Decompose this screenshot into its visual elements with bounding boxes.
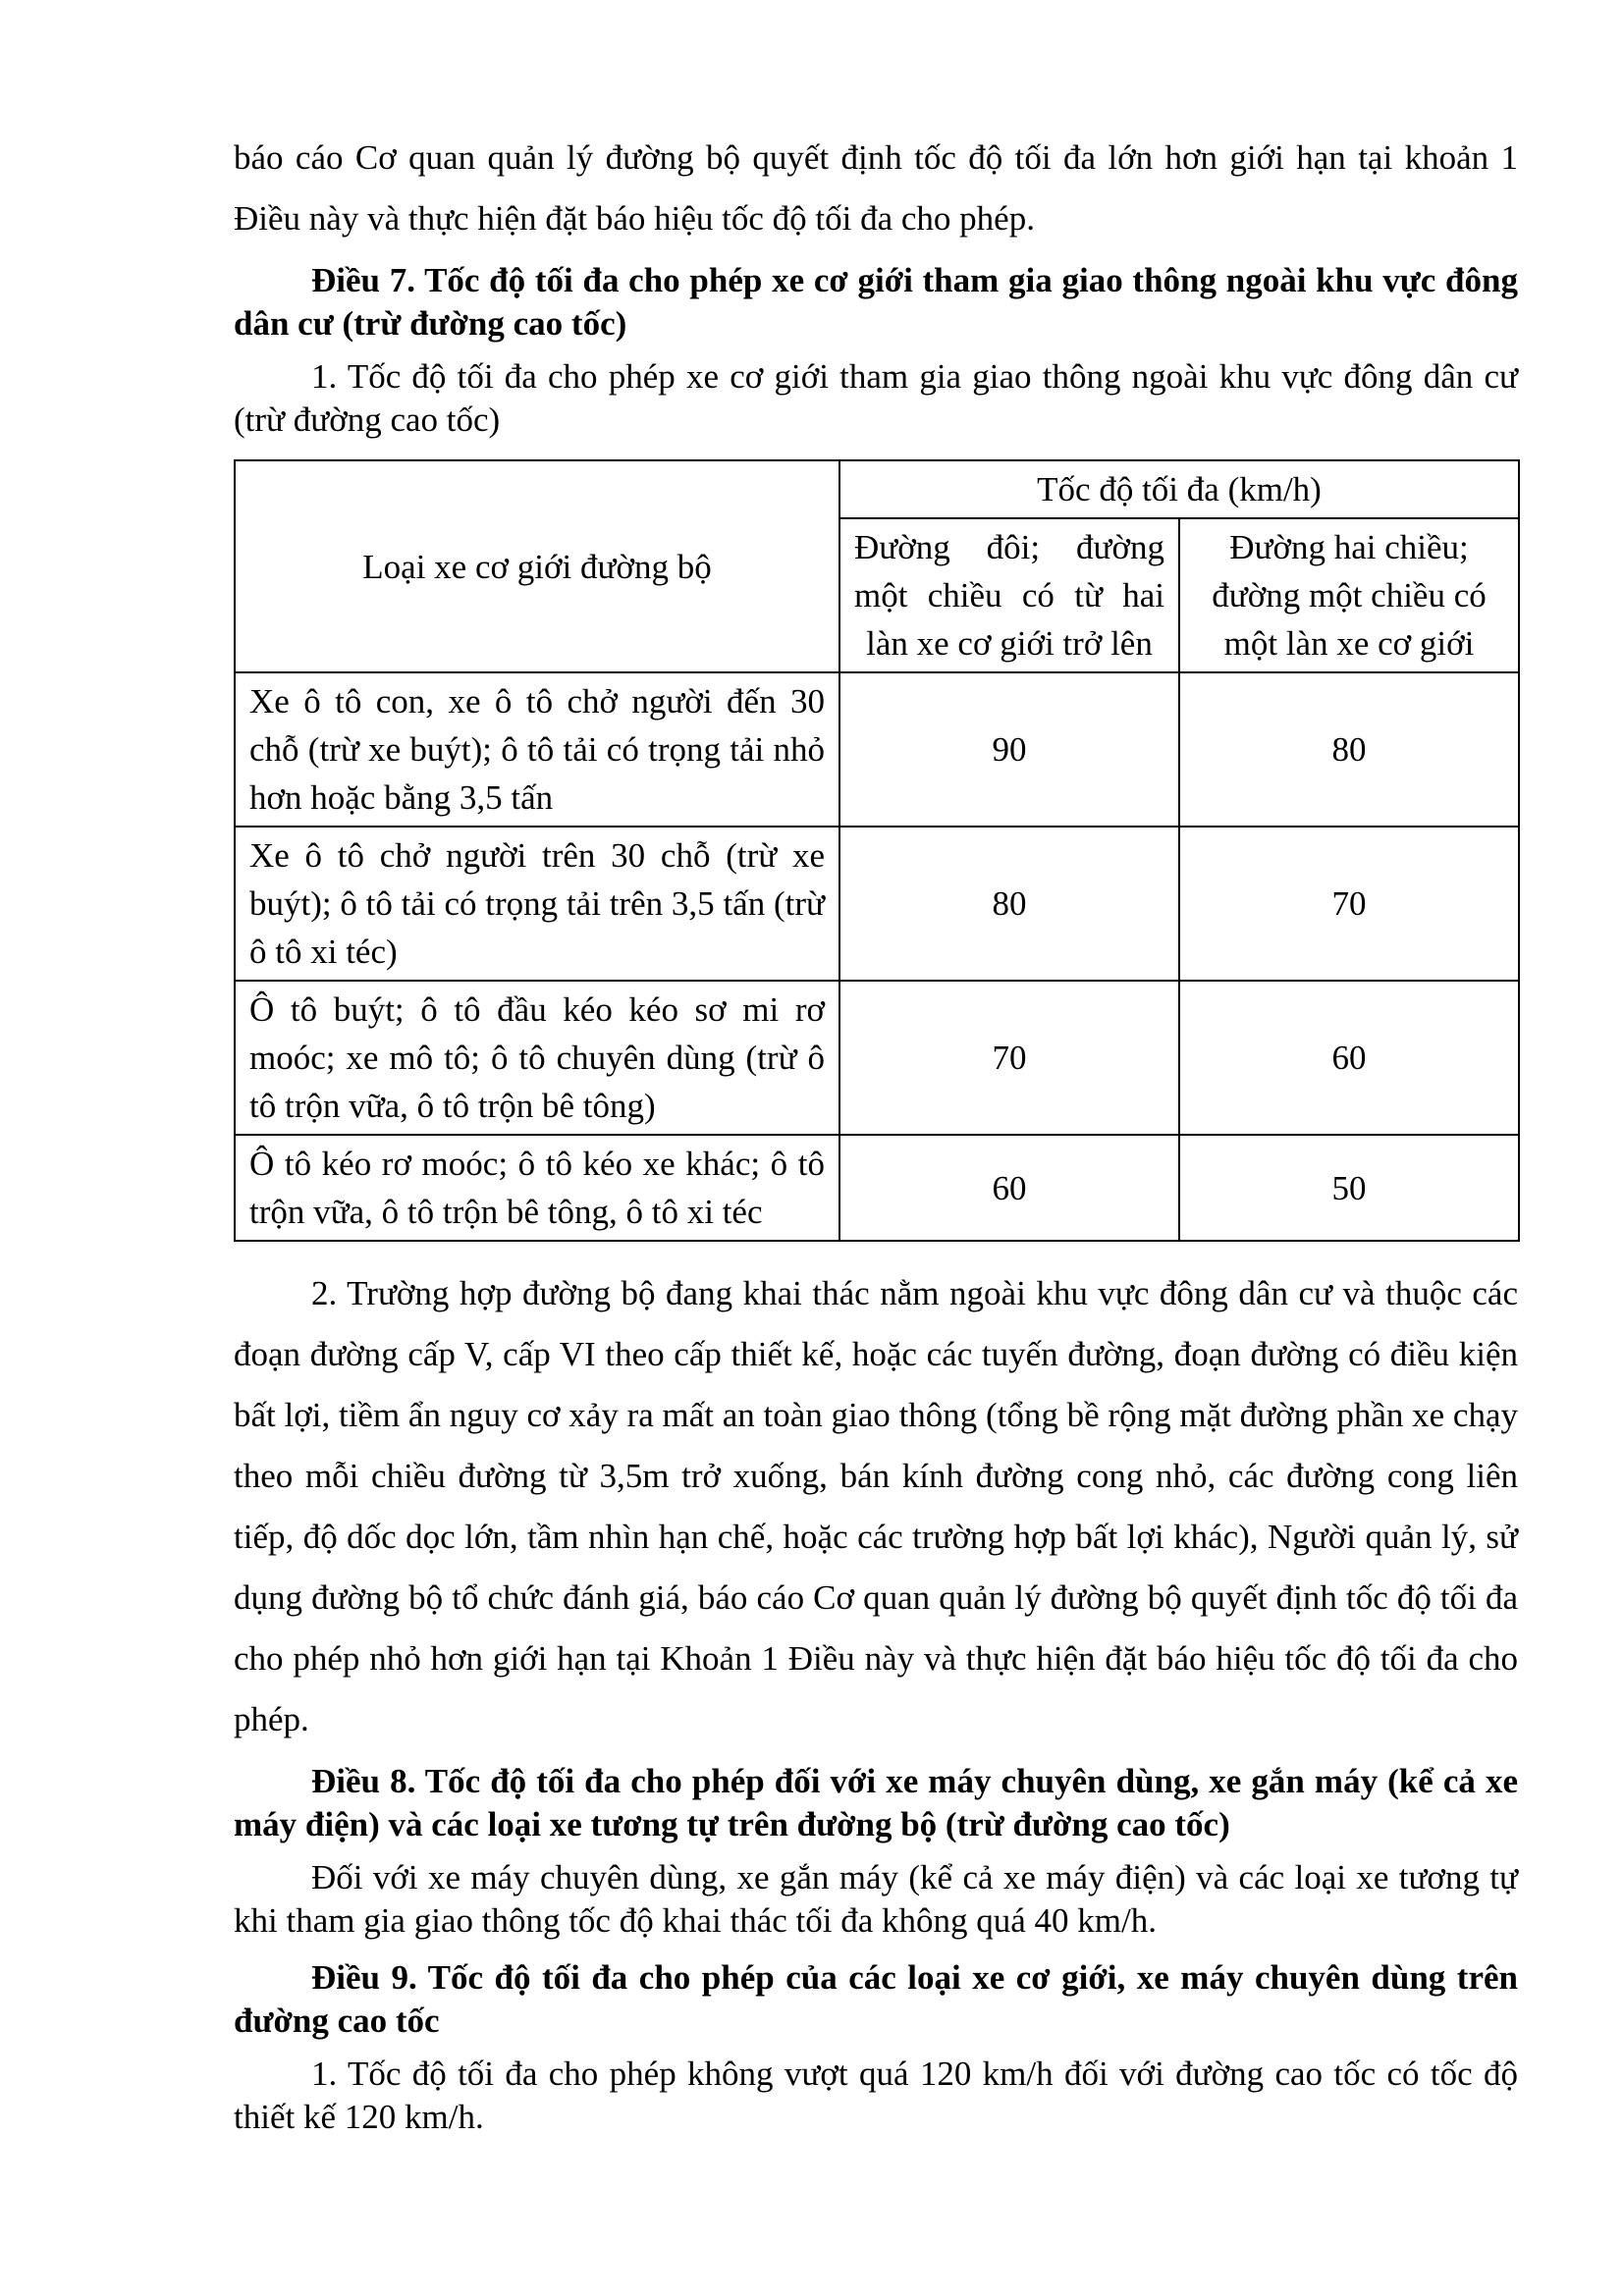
speed-limit-table — [234, 459, 1520, 1242]
header-two-way-road: Đường hai chiều; đường một chiều có một làn xe cơ giới — [1179, 518, 1519, 672]
table-row — [235, 672, 1519, 827]
vehicle-cell: Ô tô buýt; ô tô đầu kéo kéo sơ mi rơ moóc; xe mô tô; ô tô chuyên dùng (trừ ô tô trộn vữa, ô tô trộn bê tông) — [235, 981, 839, 1135]
article-7-clause-2: 2. Trường hợp đường bộ đang khai thác nằm ngoài khu vực đông dân cư và thuộc các đoạn đường cấp V, cấp VI theo cấp thiết kế, hoặc các tuyến đường, đoạn đường có điều kiện bất lợi, tiềm ẩn nguy cơ xảy ra mất an toàn giao thông (tổng bề rộng mặt đường phần xe chạy theo mỗi chiều đường từ 3,5m trở xuống, bán kính đường cong nhỏ, các đường cong liên tiếp, độ dốc dọc lớn, tầm nhìn hạn chế, hoặc các trường hợp bất lợi khác), Người quản lý, sử dụng đường bộ tổ chức đánh giá, báo cáo Cơ quan quản lý đường bộ quyết định tốc độ tối đa cho phép nhỏ hơn giới hạn tại Khoản 1 Điều này và thực hiện đặt báo hiệu tốc độ tối đa cho phép. — [234, 1274, 1518, 1738]
table-header-row — [235, 460, 1519, 518]
header-max-speed: Tốc độ tối đa (km/h) — [839, 460, 1519, 518]
article-8-body: Đối với xe máy chuyên dùng, xe gắn máy (kể cả xe máy điện) và các loại xe tương tự khi tham gia giao thông tốc độ khai thác tối đa không quá 40 km/h. — [234, 1858, 1518, 1940]
speed-cell-two-way: 70 — [1179, 827, 1519, 981]
article-9-heading: Điều 9. Tốc độ tối đa cho phép của các loại xe cơ giới, xe máy chuyên dùng trên đường cao tốc — [234, 1958, 1518, 2040]
speed-cell-two-way: 50 — [1179, 1135, 1519, 1241]
header-dual-road: Đường đôi; đường một chiều có từ hai làn xe cơ giới trở lên — [839, 518, 1179, 672]
article-7-clause-1: 1. Tốc độ tối đa cho phép xe cơ giới tham gia giao thông ngoài khu vực đông dân cư (trừ đường cao tốc) — [234, 357, 1518, 439]
table-row — [235, 981, 1519, 1135]
speed-cell-two-way: 60 — [1179, 981, 1519, 1135]
table-row — [235, 1135, 1519, 1241]
speed-cell-two-way: 80 — [1179, 672, 1519, 827]
speed-cell-dual: 90 — [839, 672, 1179, 827]
vehicle-cell: Ô tô kéo rơ moóc; ô tô kéo xe khác; ô tô trộn vữa, ô tô trộn bê tông, ô tô xi téc — [235, 1135, 839, 1241]
article-9-clause-1: 1. Tốc độ tối đa cho phép không vượt quá 120 km/h đối với đường cao tốc có tốc độ thiết kế 120 km/h. — [234, 2055, 1518, 2136]
intro-paragraph: báo cáo Cơ quan quản lý đường bộ quyết định tốc độ tối đa lớn hơn giới hạn tại khoản 1 Điều này và thực hiện đặt báo hiệu tốc độ tối đa cho phép. — [234, 138, 1518, 238]
header-vehicle-type: Loại xe cơ giới đường bộ — [235, 460, 839, 672]
table-row — [235, 827, 1519, 981]
vehicle-cell: Xe ô tô con, xe ô tô chở người đến 30 chỗ (trừ xe buýt); ô tô tải có trọng tải nhỏ hơn hoặc bằng 3,5 tấn — [235, 672, 839, 827]
article-8-heading: Điều 8. Tốc độ tối đa cho phép đối với xe máy chuyên dùng, xe gắn máy (kể cả xe máy điện) và các loại xe tương tự trên đường bộ (trừ đường cao tốc) — [234, 1762, 1518, 1843]
speed-cell-dual: 60 — [839, 1135, 1179, 1241]
article-7-heading: Điều 7. Tốc độ tối đa cho phép xe cơ giới tham gia giao thông ngoài khu vực đông dân cư (trừ đường cao tốc) — [234, 261, 1518, 343]
vehicle-cell: Xe ô tô chở người trên 30 chỗ (trừ xe buýt); ô tô tải có trọng tải trên 3,5 tấn (trừ ô tô xi téc) — [235, 827, 839, 981]
speed-cell-dual: 80 — [839, 827, 1179, 981]
speed-cell-dual: 70 — [839, 981, 1179, 1135]
